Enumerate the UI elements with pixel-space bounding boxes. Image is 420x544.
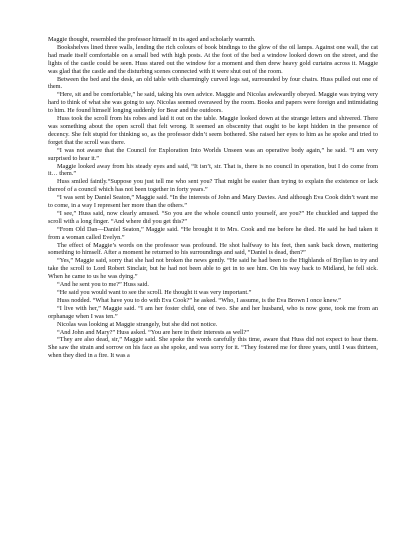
paragraph: The effect of Maggie’s words on the professor was profound. He shot halfway to his feet, then sank back down, muttering something to himself. After a moment he returned to his surroundings and said, “Daniel is dead, then?”: [48, 241, 378, 257]
paragraph: Nicolas was looking at Maggie strangely, but she did not notice.: [57, 320, 218, 328]
book-page-text: [48, 36, 378, 360]
paragraph: “I was sent by Daniel Seaton,” Maggie said. “In the interests of John and Mary Davies. And although Eva Cook didn’t want me to come, in a way I represent her more than the others.”: [48, 194, 378, 210]
paragraph: Bookshelves lined three walls, lending the rich colours of book bindings to the glow of the oil lamps. Against one wall, the cat had made itself comfortable on a small bed with high posts. At the foot of the bed a window looked down on the street, and the lights of the castle could be seen. Huss stared out the window for a moment and then drew heavy gold curtains across it. Maggie was glad that the castle and the disturbing scenes connected with it were shut out of the room.: [48, 43, 378, 75]
paragraph: Maggie looked away from his steady eyes and said, “It isn’t, sir. That is, there is no council in operation, but I do come from it… them.”: [48, 162, 378, 178]
paragraph: “And John and Mary?” Huss asked. “You are here in their interests as well?”: [57, 328, 250, 336]
paragraph: “He said you would want to see the scroll. He thought it was very important.”: [57, 289, 252, 296]
paragraph: “I see,” Huss said, now clearly amused. “So you are the whole council unto yourself, are you?” He chuckled and tapped the scroll with a long finger. “And where did you get this?”: [48, 209, 378, 225]
paragraph: “They are also dead, sir,” Maggie said. She spoke the words carefully this time, aware that Huss did not expect to hear them. She saw the strain and sorrow on his face as she spoke, and was sorry for it. “They fostered me for three years, until I was thirteen, when they died in a fire. It was a: [48, 336, 378, 360]
paragraph: “Here, sit and be comfortable,” he said, taking his own advice. Maggie and Nicolas awkwardly obeyed. Maggie was trying very hard to think of what she was going to say. Nicolas seemed overawed by the room. Books and papers were foreign and intimidating to him. He found himself longing suddenly for Bear and the outdoors.: [48, 91, 378, 115]
paragraph: “From Old Dan—Daniel Seaton,” Maggie said. “He brought it to Mrs. Cook and me before he died. He said he had taken it from a woman called Evelyn.”: [48, 225, 378, 241]
paragraph: Huss took the scroll from his robes and laid it out on the table. Maggie looked down at the strange letters and shivered. There was something about the open scroll that felt wrong. It seemed an obscenity that ought to be kept hidden in the presence of decency. She felt stupid for thinking so, as the professor didn’t seem bothered. She raised her eyes to him as he spoke and tried to forget that the scroll was there.: [48, 115, 378, 146]
paragraph: “I was not aware that the Council for Exploration Into Worlds Unseen was an operative body again,” he said. “I am very surprised to hear it.”: [48, 146, 378, 162]
paragraph: Between the bed and the desk, an old table with charmingly curved legs sat, surrounded by four chairs. Huss pulled out one of them.: [48, 75, 378, 91]
paragraph: Huss smiled faintly.“Suppose you just tell me who sent you? That might be easier than trying to explain the existence or lack thereof of a council which has not been together in forty years.”: [48, 178, 378, 194]
paragraph: Huss nodded. “What have you to do with Eva Cook?” he asked. “Who, I assume, is the Eva Brown I once knew.”: [57, 296, 341, 304]
paragraph: “And he sent you to me?” Huss said.: [57, 281, 149, 289]
paragraph: “I live with her,” Maggie said. “I am her foster child, one of two. She and her husband, who is now gone, took me from an orphanage when I was ten.”: [48, 304, 378, 320]
paragraph: “Yes,” Maggie said, sorry that she had not broken the news gently. “He said he had been to the Highlands of Bryllan to try and take the scroll to Lord Robert Sinclair, but he had not been able to get in to see him. On his way back to Midland, he fell sick. When he came to us he was dying.”: [48, 257, 378, 281]
paragraph: Maggie thought, resembled the professor himself in its aged and scholarly warmth.: [48, 36, 256, 43]
